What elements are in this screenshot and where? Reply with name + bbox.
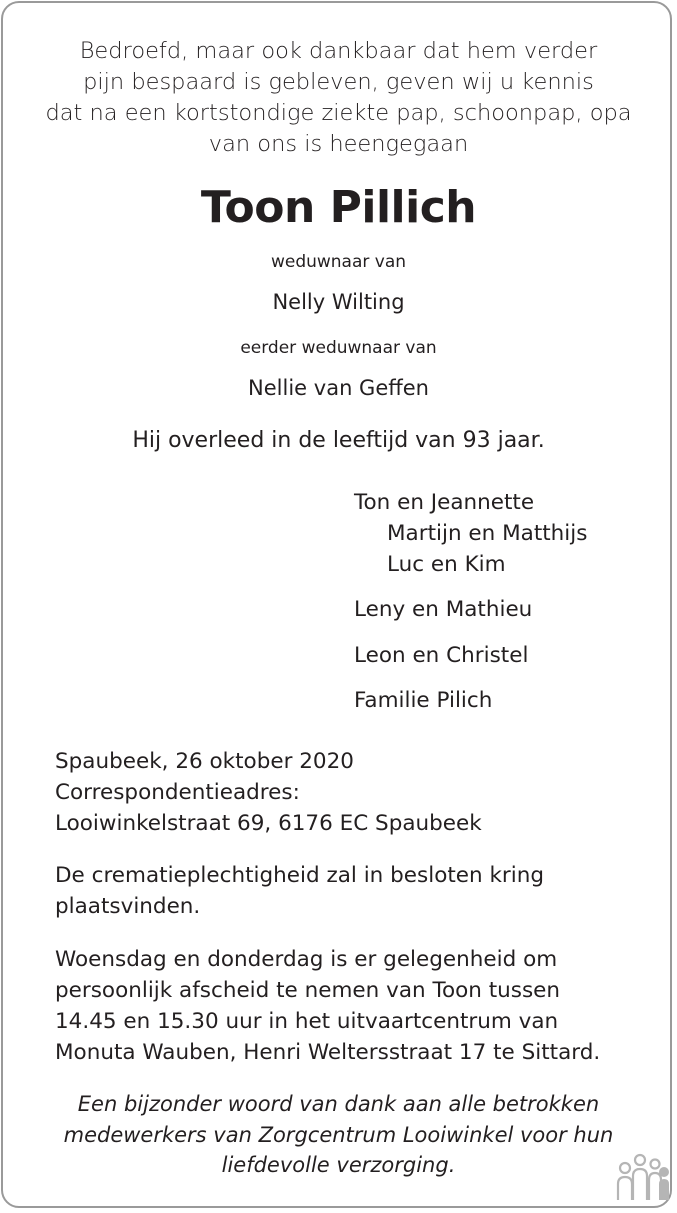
spouse-label-1: weduwnaar van	[270, 252, 407, 272]
farewell-line: Monuta Wauben, Henri Weltersstraat 17 te Sittard.	[55, 1040, 601, 1065]
family-member: Ton en Jeannette	[354, 490, 535, 515]
thanks-line: liefdevolle verzorging.	[221, 1153, 456, 1177]
spouse-label-2: eerder weduwnaar van	[240, 338, 437, 358]
intro-line: Bedroefd, maar ook dankbaar dat hem verder	[79, 38, 598, 64]
family-member: Martijn en Matthijs	[387, 521, 588, 546]
correspondence-label: Correspondentieadres:	[55, 780, 300, 805]
family-member: Luc en Kim	[387, 552, 506, 577]
farewell-line: Woensdag en donderdag is er gelegenheid om	[55, 947, 558, 972]
farewell-line: 14.45 en 15.30 uur in het uitvaartcentrum van	[55, 1009, 559, 1034]
deceased-name: Toon Pillich	[200, 182, 477, 233]
place-date: Spaubeek, 26 oktober 2020	[55, 749, 354, 774]
thanks-text	[0, 1089, 677, 1181]
family-group-2: Leny en Mathieu	[354, 597, 533, 622]
intro-text	[0, 36, 677, 160]
family-group-1	[354, 487, 587, 580]
cremation-text	[55, 860, 645, 922]
intro-line: van ons is heengegaan	[208, 131, 469, 157]
thanks-line: Een bijzonder woord van dank aan alle betrokken	[77, 1092, 600, 1116]
age-line: Hij overleed in de leeftijd van 93 jaar.	[132, 428, 545, 453]
thanks-line: medewerkers van Zorgcentrum Looiwinkel voor hun	[63, 1122, 614, 1147]
family-group-3: Leon en Christel	[354, 643, 529, 668]
spouse-name-2: Nellie van Geffen	[248, 376, 429, 400]
family-people-icon	[614, 1152, 670, 1202]
address-block	[55, 746, 645, 839]
cremation-line: plaatsvinden.	[55, 894, 201, 919]
intro-line: dat na een kortstondige ziekte pap, schoonpap, opa	[45, 100, 632, 126]
cremation-line: De crematieplechtigheid zal in besloten kring	[55, 863, 544, 888]
farewell-line: persoonlijk afscheid te nemen van Toon tussen	[55, 978, 561, 1003]
intro-line: pijn bespaard is gebleven, geven wij u kennis	[83, 69, 594, 95]
correspondence-address: Looiwinkelstraat 69, 6176 EC Spaubeek	[55, 811, 482, 836]
family-group-4: Familie Pilich	[354, 688, 493, 713]
farewell-text	[55, 944, 645, 1068]
spouse-name-1: Nelly Wilting	[272, 290, 405, 314]
